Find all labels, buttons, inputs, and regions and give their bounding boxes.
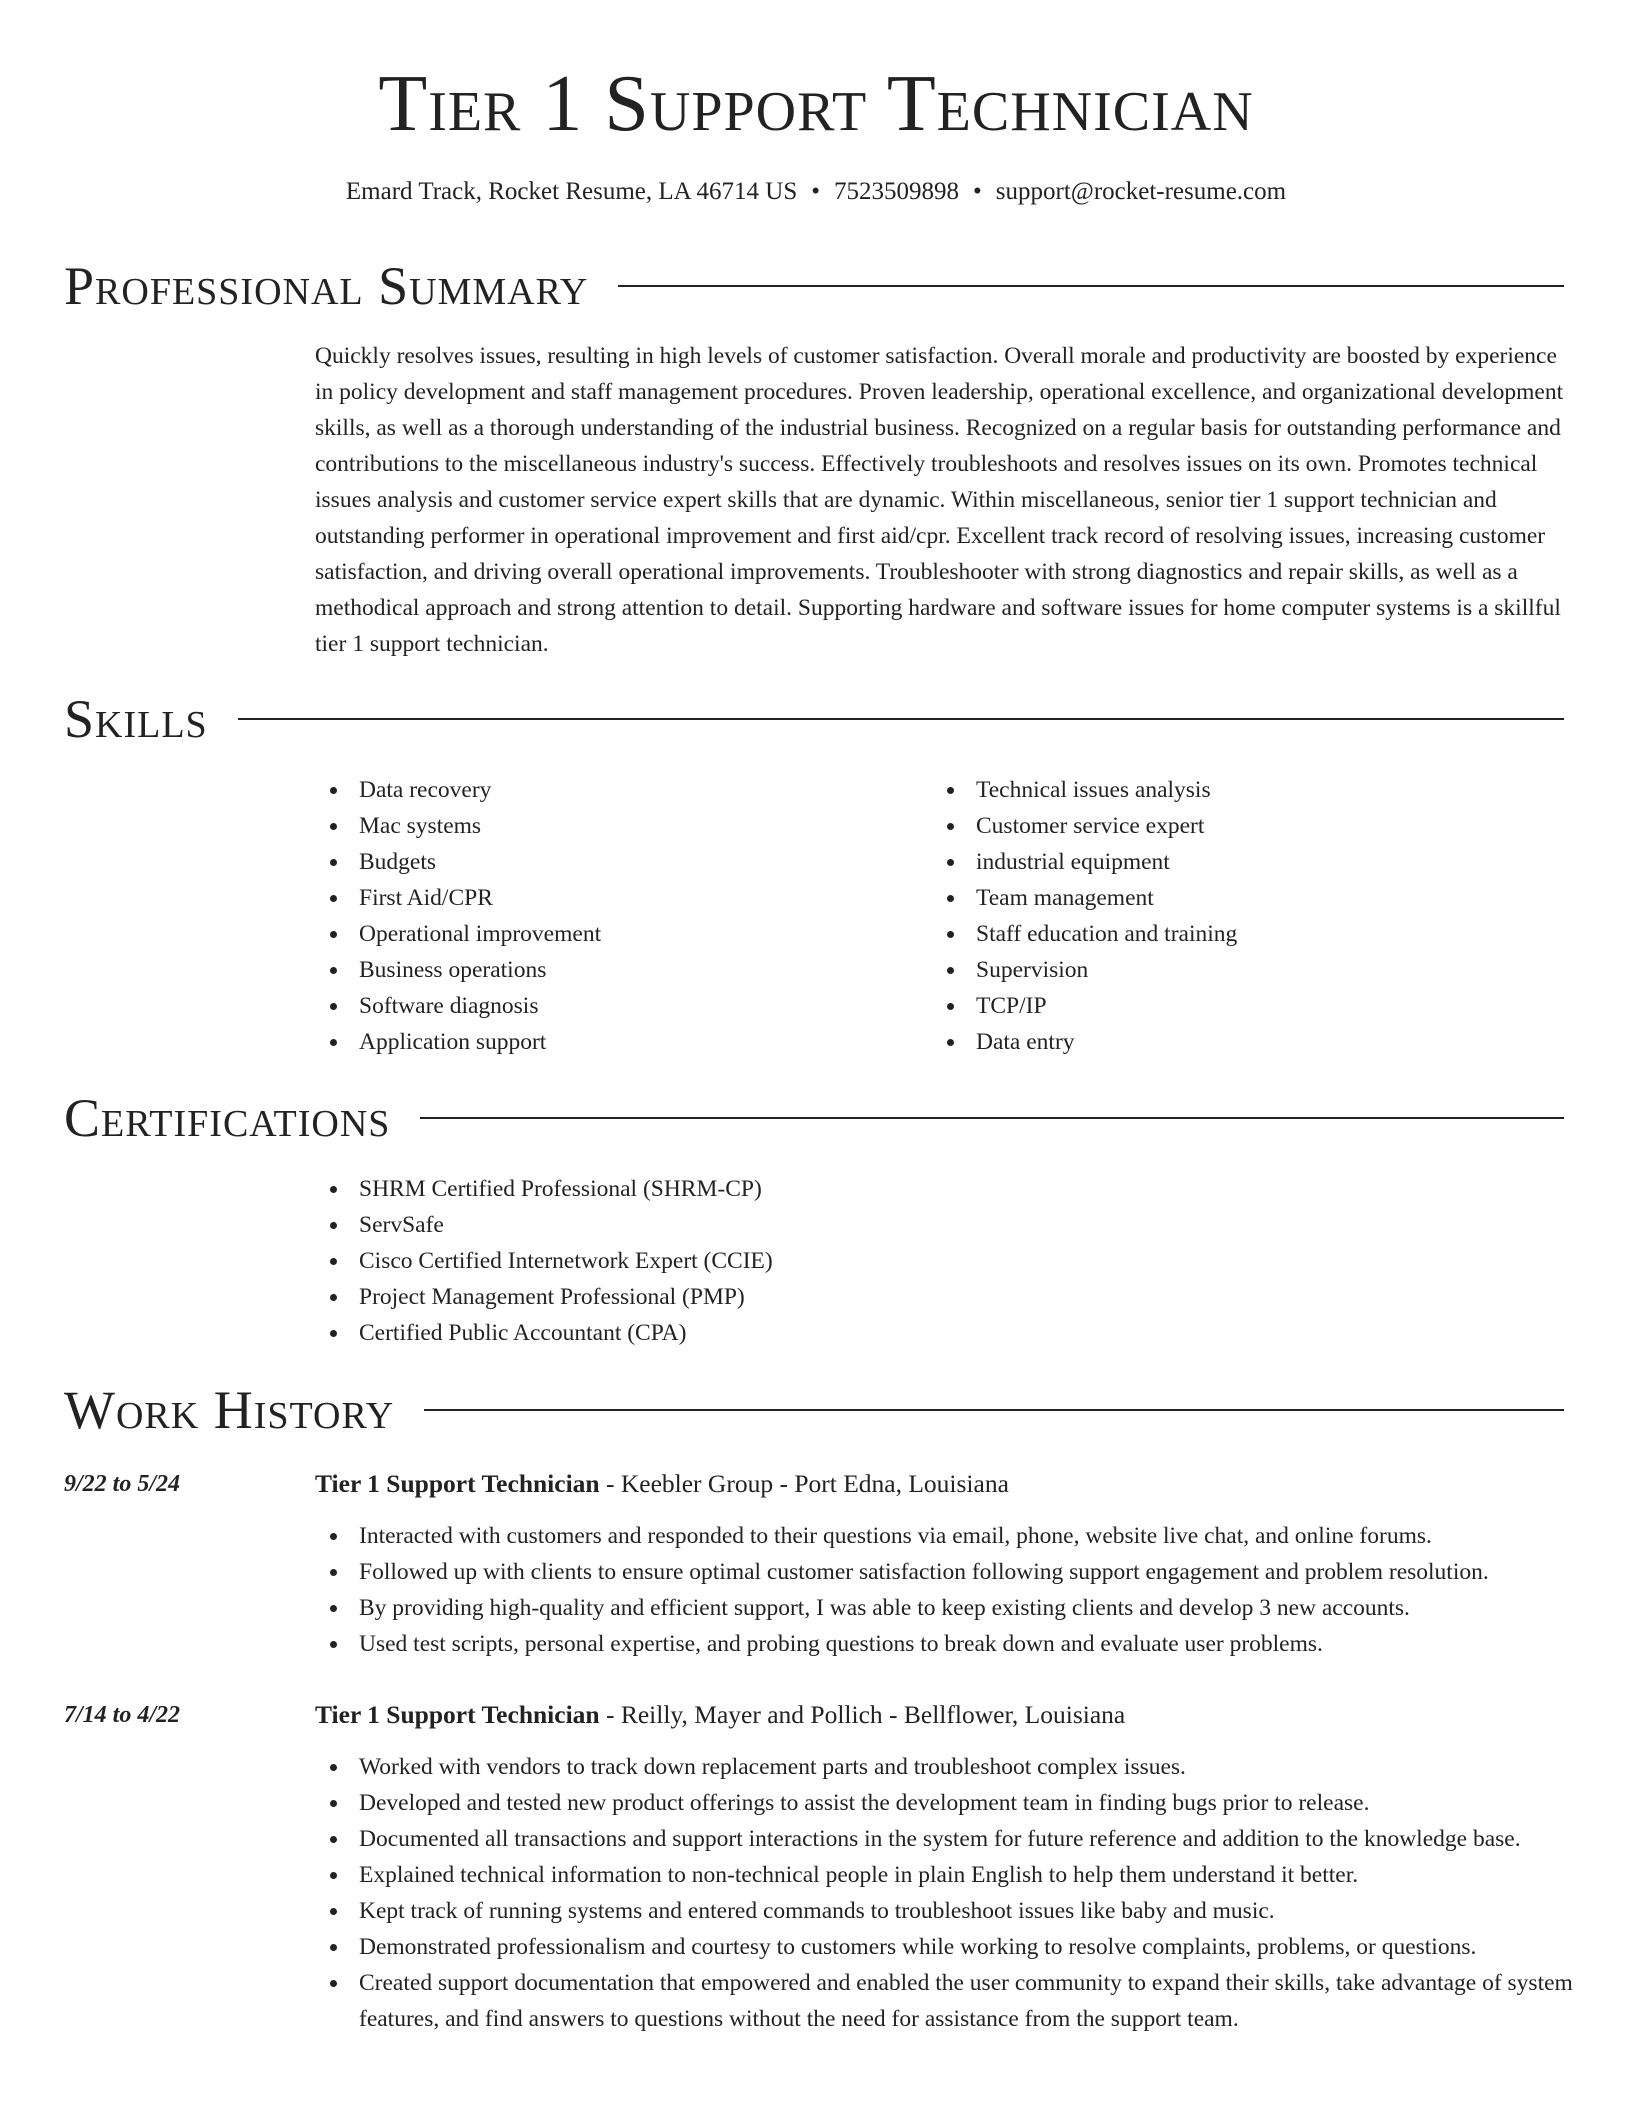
work-bullet: Worked with vendors to track down replacement parts and troubleshoot complex issues. [315,1749,1585,1785]
section-divider [420,1117,1564,1119]
certifications-section-header [64,1083,1564,1153]
contact-phone: 7523509898 [834,178,960,205]
work-bullet: Developed and tested new product offerings to assist the development team in finding bugs prior to release. [315,1785,1585,1821]
skill-item: Budgets [315,844,915,880]
skills-section-header [64,684,1564,754]
skill-item: Business operations [315,952,915,988]
work-role: Tier 1 Support Technician [315,1469,600,1498]
skill-item: Team management [932,880,1552,916]
section-divider [618,285,1564,287]
skill-item: First Aid/CPR [315,880,915,916]
work-dates: 7/14 to 4/22 [64,1702,181,1728]
skill-item: Supervision [932,952,1552,988]
skill-item: Application support [315,1024,915,1060]
skill-item: Software diagnosis [315,988,915,1024]
skill-item: Data entry [932,1024,1552,1060]
contact-line [0,176,1632,208]
work-section-header [64,1375,1564,1445]
skill-item: industrial equipment [932,844,1552,880]
contact-separator: • [973,178,982,205]
section-divider [424,1409,1564,1411]
skill-item: Data recovery [315,772,915,808]
skills-list-right [932,772,1552,1060]
work-bullets [315,1518,1585,1662]
work-bullet: Explained technical information to non-technical people in plain English to help them understand it better. [315,1857,1585,1893]
work-heading: Work History [64,1380,395,1440]
skill-item: Mac systems [315,808,915,844]
work-bullets [315,1749,1585,2037]
work-bullet: Demonstrated professionalism and courtesy to customers while working to resolve complaints, problems, or questions. [315,1929,1585,1965]
skill-item: Staff education and training [932,916,1552,952]
contact-address: Emard Track, Rocket Resume, LA 46714 US [345,178,798,205]
work-role: Tier 1 Support Technician [315,1700,600,1729]
summary-heading: Professional Summary [64,256,589,316]
certification-item: Project Management Professional (PMP) [315,1279,1515,1315]
work-dates: 9/22 to 5/24 [64,1471,181,1497]
certification-item: ServSafe [315,1207,1515,1243]
summary-section-header [64,251,1564,321]
work-bullet: Created support documentation that empowered and enabled the user community to expand their skills, take advantage of system features, and find answers to questions without the need for assistance from the support team. [315,1965,1585,2037]
work-bullet: Kept track of running systems and entered commands to troubleshoot issues like baby and music. [315,1893,1585,1929]
skill-item: Customer service expert [932,808,1552,844]
work-employer: - Keebler Group - Port Edna, Louisiana [599,1469,1009,1498]
skill-item: TCP/IP [932,988,1552,1024]
work-bullet: Documented all transactions and support interactions in the system for future reference and addition to the knowledge base. [315,1821,1585,1857]
work-title-line [315,1466,1585,1502]
summary-text: Quickly resolves issues, resulting in high levels of customer satisfaction. Overall morale and productivity are boosted by experience in policy development and staff management procedures. Proven leadership, operational excellence, and organizational development skills, as well as a thorough understanding of the industrial business. Recognized on a regular basis for outstanding performance and contributions to the miscellaneous industry's success. Effectively troubleshoots and resolves issues on its own. Promotes technical issues analysis and customer service expert skills that are dynamic. Within miscellaneous, senior tier 1 support technician and outstanding performer in operational improvement and first aid/cpr. Excellent track record of resolving issues, increasing customer satisfaction, and driving overall operational improvements. Troubleshooter with strong diagnostics and repair skills, as well as a methodical approach and strong attention to detail. Supporting hardware and software issues for home computer systems is a skillful tier 1 support technician. [315,343,1564,657]
contact-separator: • [811,178,821,205]
certification-item: Certified Public Accountant (CPA) [315,1315,1515,1351]
resume-name-title: Tier 1 Support Technician [378,60,1254,148]
certification-item: Cisco Certified Internetwork Expert (CCIE) [315,1243,1515,1279]
skill-item: Technical issues analysis [932,772,1552,808]
contact-email: support@rocket-resume.com [995,178,1287,205]
work-bullet: Followed up with clients to ensure optimal customer satisfaction following support engagement and problem resolution. [315,1554,1585,1590]
work-employer: - Reilly, Mayer and Pollich - Bellflower, Louisiana [599,1700,1126,1729]
certification-item: SHRM Certified Professional (SHRM-CP) [315,1171,1515,1207]
certifications-heading: Certifications [64,1088,391,1148]
skills-heading: Skills [64,689,208,749]
skill-item: Operational improvement [315,916,915,952]
certifications-list [315,1171,1515,1351]
work-bullet: Interacted with customers and responded to their questions via email, phone, website live chat, and online forums. [315,1518,1585,1554]
section-divider [238,718,1564,720]
work-bullet: Used test scripts, personal expertise, and probing questions to break down and evaluate user problems. [315,1626,1585,1662]
skills-list-left [315,772,915,1060]
work-title-line [315,1697,1585,1733]
work-bullet: By providing high-quality and efficient support, I was able to keep existing clients and develop 3 new accounts. [315,1590,1585,1626]
